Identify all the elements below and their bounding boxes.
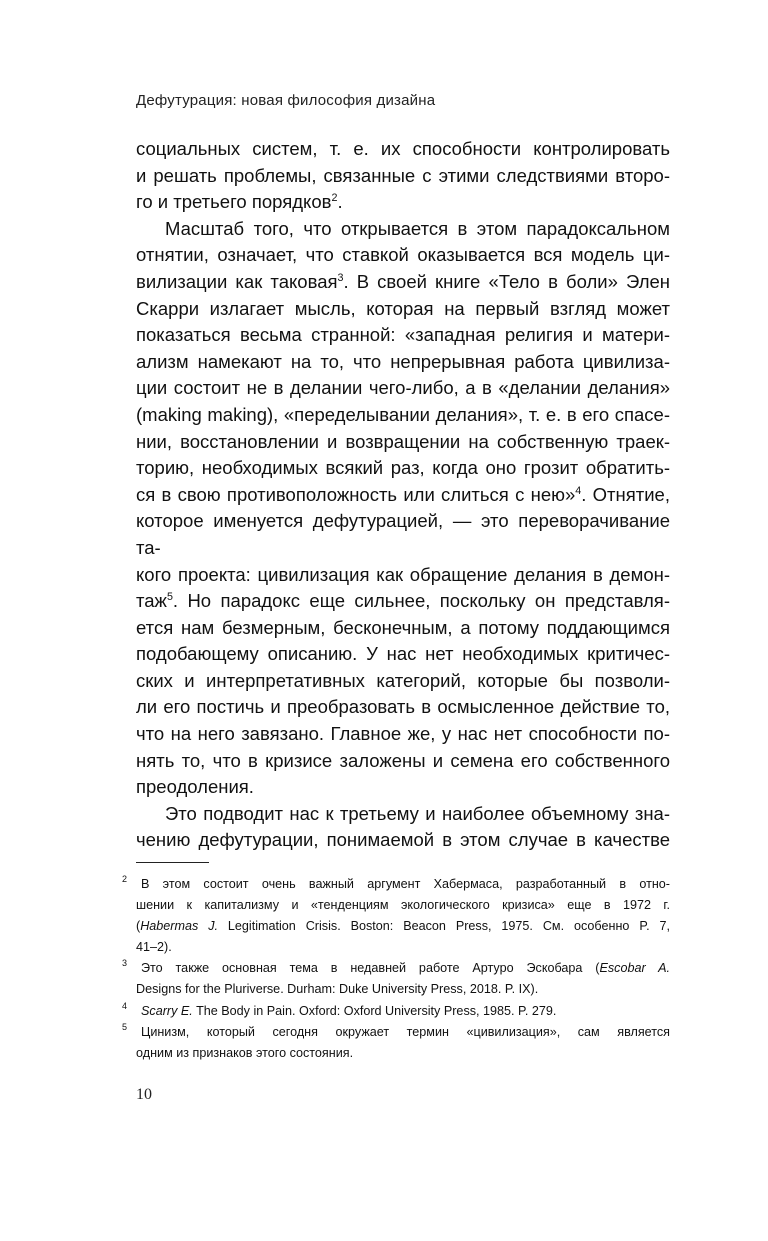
footnote-ref[interactable]: 4: [575, 484, 582, 497]
text-line: го и третьего порядков$^2$.: [136, 191, 343, 213]
footnote-divider: [136, 862, 209, 863]
footnote-line: В этом состоит очень важный аргумент Хабермаса, разработанный в отно-: [141, 877, 670, 891]
text-line: нять то, что в кризисе заложены и семена его собственного: [136, 749, 670, 771]
text-line: и решать проблемы, связанные с этими следствиями второ-: [136, 164, 670, 186]
main-text: [136, 136, 670, 854]
text-line: кого проекта: цивилизация как обращение делания в демон-: [136, 563, 670, 585]
footnote-number: 3: [122, 958, 128, 969]
footnote-number: 4: [122, 1000, 128, 1011]
footnotes: [122, 874, 670, 1064]
footnote-2: [122, 874, 670, 958]
text-line: социальных систем, т. е. их способности контролировать: [136, 138, 670, 159]
text-line: преодоления.: [136, 776, 254, 798]
footnote-line: 41–2).: [136, 940, 172, 955]
footnote-number: 2: [122, 874, 128, 884]
footnote-ref[interactable]: 5: [166, 590, 173, 603]
text-line: ли его постичь и преобразовать в осмысленное действие то,: [136, 696, 670, 718]
running-head: Дефутурация: новая философия дизайна: [136, 92, 436, 109]
text-line: подобающему описанию. У нас нет необходимых критичес-: [136, 643, 670, 665]
page-number: 10: [136, 1086, 152, 1103]
footnote-ref[interactable]: 3: [337, 271, 344, 284]
text-line: ских и интерпретативных категорий, которые бы позволи-: [136, 669, 670, 691]
text-line: нии, восстановлении и возвращении на собственную траек-: [136, 430, 670, 452]
footnote-ref[interactable]: 2: [331, 192, 338, 205]
footnote-3: [122, 958, 670, 1000]
footnote-5: [122, 1021, 670, 1064]
text-line: ется нам безмерным, бесконечным, а потому поддающимся: [136, 616, 670, 638]
text-line: отнятии, означает, что ставкой оказывается вся модель ци-: [136, 244, 670, 266]
footnote-line: Scarry E. The Body in Pain. Oxford: Oxford University Press, 1985. P. 279.: [141, 1003, 557, 1018]
footnote-line: одним из признаков этого состояния.: [136, 1045, 354, 1060]
text-line: ся в свою противоположность или слиться с нею»$^4$. Отнятие,: [136, 483, 670, 505]
text-line: (making making), «переделывании делания», т. е. в его спасе-: [136, 403, 670, 425]
footnote-line: (Habermas J. Legitimation Crisis. Boston: Beacon Press, 1975. См. особенно P. 7,: [136, 919, 670, 934]
text-line: вилизации как таковая$^3$. В своей книге «Тело в боли» Элен: [136, 270, 670, 292]
footnote-line: Цинизм, который сегодня окружает термин «цивилизация», сам является: [141, 1024, 670, 1039]
text-line: чению дефутурации, понимаемой в этом случае в качестве: [136, 829, 670, 851]
text-line: Скарри излагает мысль, которая на первый взгляд может: [136, 297, 670, 319]
footnote-line: Это также основная тема в недавней работе Артуро Эскобара (Escobar A.: [141, 961, 670, 976]
footnote-number: 5: [122, 1021, 128, 1032]
text-line: ции состоит не в делании чего-либо, а в «делании делания»: [136, 377, 670, 399]
footnote-line: Designs for the Pluriverse. Durham: Duke University Press, 2018. P. IX).: [136, 982, 539, 997]
text-line: Масштаб того, что открывается в этом парадоксальном: [165, 217, 670, 239]
footnote-line: шении к капитализму и «тенденциям экологического кризиса» еще в 1972 г.: [136, 898, 670, 913]
text-line: ализм намекают на то, что непрерывная работа цивилиза-: [136, 350, 670, 372]
text-line: что на него завязано. Главное же, у нас нет способности по-: [136, 723, 670, 745]
text-line: Это подводит нас к третьему и наиболее объемному зна-: [165, 802, 670, 824]
text-line: которое именуется дефутурацией, — это переворачивание та-: [136, 510, 670, 558]
text-line: показаться весьма странной: «западная религия и матери-: [136, 324, 670, 346]
text-line: торию, необходимых всякий раз, когда оно грозит обратить-: [136, 457, 670, 479]
footnote-4: [122, 1000, 670, 1022]
text-line: таж$^5$. Но парадокс еще сильнее, поскольку он представля-: [136, 590, 670, 612]
